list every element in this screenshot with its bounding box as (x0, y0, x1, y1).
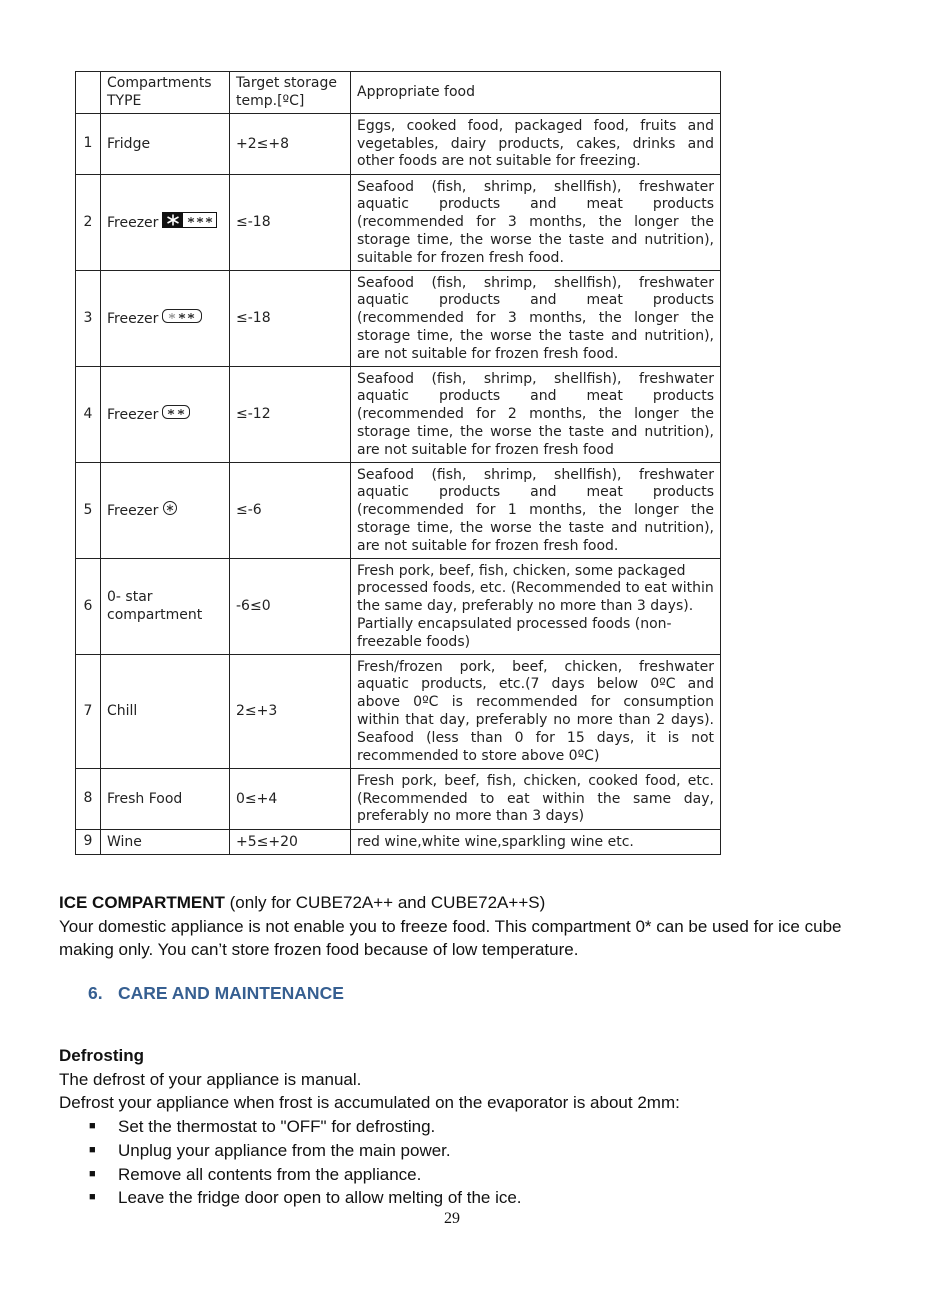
compartment-label: Wine (107, 833, 142, 850)
compartment-label: Freezer (107, 215, 159, 231)
ice-compartment-paragraph (59, 891, 859, 962)
ice-compartment-note: (only for CUBE72A++ and CUBE72A++S) (224, 893, 546, 912)
header-appropriate-food: Appropriate food (351, 72, 721, 114)
page-number: 29 (444, 1210, 460, 1227)
compartment-label: Freezer (107, 407, 159, 423)
header-target-temp: Target storage temp.[ºC] (230, 72, 351, 114)
row-number: 7 (76, 655, 101, 769)
compartment-type (101, 769, 230, 830)
target-temp: 0≤+4 (230, 769, 351, 830)
row-number: 2 (76, 175, 101, 271)
compartment-type (101, 114, 230, 175)
defrosting-steps (59, 1115, 879, 1210)
target-temp: ≤-18 (230, 175, 351, 271)
table-row (76, 559, 721, 655)
ice-compartment-text: Your domestic appliance is not enable you to freeze food. This compartment 0* can be used for ice cube making only. You can’t store frozen food because of low temperature. (59, 916, 842, 959)
appropriate-food: Fresh pork, beef, fish, chicken, cooked food, etc. (Recommended to eat within the same day, preferably no more than 3 days) (351, 769, 721, 830)
table-row (76, 271, 721, 367)
compartment-type (101, 559, 230, 655)
target-temp: ≤-6 (230, 463, 351, 559)
compartment-type (101, 830, 230, 855)
bullet-icon: ■ (89, 1191, 96, 1204)
appropriate-food: Eggs, cooked food, packaged food, fruits and vegetables, dairy products, cakes, drinks and other foods are not suitable for freezing. (351, 114, 721, 175)
row-number: 8 (76, 769, 101, 830)
row-number: 4 (76, 367, 101, 463)
row-number: 5 (76, 463, 101, 559)
table-row (76, 769, 721, 830)
appropriate-food: Fresh pork, beef, fish, chicken, some packaged processed foods, etc. (Recommended to eat within the same day, preferably no more than 3 days). Partially encapsulated processed foods (non-freezable foods) (351, 559, 721, 655)
row-number: 3 (76, 271, 101, 367)
list-item (59, 1163, 879, 1187)
list-item-text: Unplug your appliance from the main power. (118, 1140, 451, 1160)
row-number: 1 (76, 114, 101, 175)
compartment-label: Freezer (107, 311, 159, 327)
compartment-type (101, 271, 230, 367)
compartment-type (101, 175, 230, 271)
table-row (76, 830, 721, 855)
target-temp: ≤-18 (230, 271, 351, 367)
bullet-icon: ■ (89, 1167, 96, 1180)
compartment-type (101, 655, 230, 769)
table-row (76, 463, 721, 559)
ice-compartment-heading: ICE COMPARTMENT (59, 893, 225, 912)
compartment-type (101, 367, 230, 463)
bullet-icon: ■ (89, 1143, 96, 1156)
table-header-row (76, 72, 721, 114)
compartment-label: Chill (107, 703, 138, 720)
list-item-text: Remove all contents from the appliance. (118, 1164, 422, 1184)
section-number: 6. (88, 983, 103, 1003)
target-temp: +5≤+20 (230, 830, 351, 855)
list-item (59, 1186, 879, 1210)
defrosting-heading: Defrosting (59, 1046, 144, 1065)
one-star-freezer-icon (162, 500, 178, 522)
storage-table (75, 71, 721, 855)
ice-compartment-heading-line (59, 891, 859, 915)
header-compartment-type: Compartments TYPE (101, 72, 230, 114)
compartment-label: Freezer (107, 503, 159, 519)
table-row (76, 655, 721, 769)
two-star-freezer-icon (162, 404, 190, 426)
target-temp: -6≤0 (230, 559, 351, 655)
row-number: 9 (76, 830, 101, 855)
list-item-text: Leave the fridge door open to allow melting of the ice. (118, 1188, 522, 1208)
compartment-type (101, 463, 230, 559)
compartment-label: Fridge (107, 135, 151, 152)
bullet-icon: ■ (89, 1120, 96, 1133)
table-row (76, 175, 721, 271)
header-num (76, 72, 101, 114)
list-item (59, 1115, 879, 1139)
defrosting-line-2: Defrost your appliance when frost is accumulated on the evaporator is about 2mm: (59, 1093, 680, 1113)
appropriate-food: Seafood (fish, shrimp, shellfish), freshwater aquatic products and meat products (recommended for 3 months, the longer the storage time, the worse the taste and nutrition), are not suitable for frozen fresh food. (351, 271, 721, 367)
appropriate-food: Seafood (fish, shrimp, shellfish), freshwater aquatic products and meat products (recommended for 3 months, the longer the storage time, the worse the taste and nutrition), suitable for frozen fresh food. (351, 175, 721, 271)
target-temp: ≤-12 (230, 367, 351, 463)
appropriate-food: Fresh/frozen pork, beef, chicken, freshwater aquatic products, etc.(7 days below 0ºC and above 0ºC is recommended for consumption within that day, preferably no more than 2 days). Seafood (less than 0 for 15 days, it is not recommended to store above 0ºC) (351, 655, 721, 769)
storage-table-container (75, 71, 720, 855)
appropriate-food: Seafood (fish, shrimp, shellfish), freshwater aquatic products and meat products (recommended for 1 months, the longer the storage time, the worse the taste and nutrition), are not suitable for frozen fresh food. (351, 463, 721, 559)
compartment-label: 0- star compartment (107, 589, 203, 623)
appropriate-food: Seafood (fish, shrimp, shellfish), freshwater aquatic products and meat products (recommended for 2 months, the longer the storage time, the worse the taste and nutrition), are not suitable for frozen fresh food (351, 367, 721, 463)
three-star-freezer-icon (162, 308, 202, 330)
section-title: CARE AND MAINTENANCE (118, 983, 344, 1003)
section-heading (88, 983, 344, 1004)
table-row (76, 367, 721, 463)
list-item-text: Set the thermostat to "OFF" for defrosting. (118, 1117, 436, 1137)
target-temp: 2≤+3 (230, 655, 351, 769)
defrosting-section (59, 1044, 879, 1210)
four-star-freezer-icon (162, 212, 217, 234)
defrosting-line-1: The defrost of your appliance is manual. (59, 1069, 362, 1089)
row-number: 6 (76, 559, 101, 655)
compartment-label: Fresh Food (107, 790, 183, 807)
appropriate-food: red wine,white wine,sparkling wine etc. (351, 830, 721, 855)
target-temp: +2≤+8 (230, 114, 351, 175)
list-item (59, 1139, 879, 1163)
table-row (76, 114, 721, 175)
